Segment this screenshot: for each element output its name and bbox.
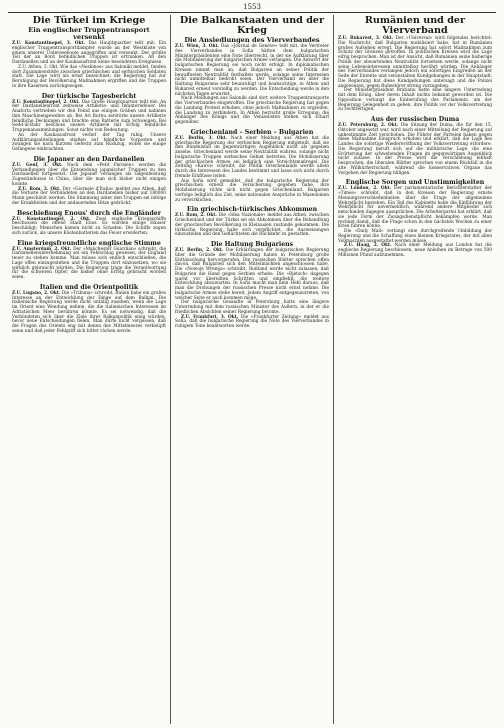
section-heading: Die Japaner an den Dardanellen xyxy=(33,155,145,163)
article-paragraph xyxy=(338,37,492,89)
paragraph-text: Das Große Hauptquartier teilt mit: An der Dardanellenfront zeitweise Artillerie- und Infanteriefeuer. Bei Anaforta vertrieben wir den Feind aus einigen Gräben und nahmen ihm Maschinengewehre ab. Bei Ari Burnu zerstörte unsere Artillerie feindliche Deckungen und brachte eine Batterie zum Schweigen. Bei Sedd-ül-Bahr beschoss unsere Artillerie mit Erfolg feindliche Truppenansammlungen. Sonst nichts von Bedeutung. xyxy=(12,99,166,133)
dateline: Z.U. Haag, 2. Okt. xyxy=(344,243,392,249)
article-paragraph xyxy=(12,134,166,153)
page-number: 1553 xyxy=(243,3,261,11)
paragraph-text: Der Ministerpräsident Bratianu hatte eine längere Unterredung mit dem König, über deren Inhalt nichts bekannt geworden ist. Die Opposition verlangt die Einberufung des Parlaments, um der Regierung Gelegenheit zu geben, ihre Politik vor der Volksvertretung zu rechtfertigen. xyxy=(338,88,492,113)
section-heading: Aus der russischen Duma xyxy=(370,116,460,123)
article-subheadline: Ein englischer Truppentransport versenkt xyxy=(28,26,150,41)
paragraph-text: Das Hauptquartier teilt mit: Ein englischer Truppentransportdampfer wurde an der Westküste von einem unserer Unterseeboote angegriffen und versenkt. Der größte Teil der an Bord befindlichen Truppen ist ertrunken. An den Dardanellen und an der Kaukasusfront keine besonderen Ereignisse. xyxy=(12,41,166,65)
column-middle xyxy=(170,15,333,724)
paragraph-text: Die Erklärungen der bulgarischen Regierung über die Gründe der Mobilisierung haben in Petersburg große Enttäuschung hervorgerufen. Die russischen Blätter sprechen offen davon, daß Bulgarien sich den Mittelmächten angeschlossen habe. Die »Nowoje Wremja« schreibt, Rußland werde nicht zulassen, daß Bulgarien die Hand gegen Serbien erhebe. Die »Rjetsch« dagegen warnt vor übereilten Schritten und empfiehlt, die weitere Entwicklung abzuwarten. In Sofia macht man kein Hehl daraus, daß man die Drohungen der russischen Presse nicht ernst nehme. Die bulgarische Armee stehe bereit, jedem Angriff entgegenzutreten, von welcher Seite er auch kommen möge. xyxy=(175,248,329,301)
column-left xyxy=(8,15,170,724)
columns xyxy=(8,15,496,724)
article-paragraph xyxy=(175,45,329,97)
dateline: Z.U. Konstantinopel, 2. Okt. xyxy=(12,216,91,222)
section-heading: Griechenland – Serbien – Bulgarien xyxy=(190,128,314,136)
paragraph-text: Die »Frankfurter Zeitung« meldet aus Sofia, daß die bulgarische Regierung die Note des Vierverbandes in ruhigem Tone beantworten werde. xyxy=(175,314,330,329)
article-paragraph xyxy=(338,124,492,176)
article-paragraph xyxy=(12,218,166,237)
paragraph-text: Nach dem »Petit Parisien« werden die Verhandlungen über die Entsendung japanischer Truppen zu den Dardanellen fortgesetzt. Die Japaner verlangen als Gegenleistung Zugeständnisse in China, über die man sich bisher nicht einigen konnte. xyxy=(12,162,166,187)
article-headline: Rumänien und der Vierverband xyxy=(364,15,466,36)
dateline: Z.U. Berlin, 2. Okt. xyxy=(175,248,224,253)
dateline: Z.U. Amsterdam, 2. Okt. xyxy=(12,246,72,252)
article-paragraph xyxy=(12,42,166,66)
section-heading: Ein griechisch-türkisches Abkommen xyxy=(186,206,318,214)
paragraph-text: Das »Journal de Genève« teilt mit, die Vertreter des Vierverbandes in Sofia hätten dem bulgarischen Ministerpräsidenten eine Note überreicht, in der sie Aufklärung über die Mobilisierung der bulgarischen Armee verlangen. Die Antwort der bulgarischen Regierung sei noch nicht erfolgt. In diplomatischen Kreisen nimmt man an, daß Bulgarien an seiner Politik der bewaffneten Neutralität festhalten werde, solange seine Interessen nicht unmittelbar bedroht seien. Der Vierverband sei über die Haltung Bulgariens sehr beunruhigt und beabsichtige, in Athen und Bukarest erneut vorstellig zu werden. Die Entscheidung werde in den nächsten Tagen erwartet. xyxy=(175,44,329,97)
paragraph-text: Der bulgarische Gesandte in Petersburg hatte eine längere Unterredung mit dem russischen Minister des Äußern, in der er die friedlichen Absichten seiner Regierung betonte. xyxy=(175,300,329,315)
paragraph-text: Z.U. Athen, 3. Okt. Wie das »Neskinos« aus Saloniki meldet, fanden dort Zusammenstöße zwischen griechischen und serbischen Soldaten statt. Die Lage wird als ernst bezeichnet; die Regierung hat zur Beruhigung der Bevölkerung Maßnahmen ergriffen und die Truppen in ihre Kasernen zurückgezogen. xyxy=(12,64,166,89)
dateline: Z.U. Konstantinopel, 3. Okt. xyxy=(12,41,85,46)
paragraph-text: Aus Sofia wird gemeldet, daß die bulgarische Regierung der griechischen erneut die Versicherung gegeben habe, ihre Mobilisierung richte sich nicht gegen Griechenland. Bulgarien verfolge lediglich das Ziel, seine nationalen Ansprüche in Mazedonien zu verwirklichen. xyxy=(175,178,329,203)
paragraph-text: Die »Idea Nazionale« meldet aus Athen, zwischen Griechenland und der Türkei sei ein Abkommen über die Behandlung der griechischen Bevölkerung in Kleinasien zustande gekommen. Die türkische Regierung habe sich verpflichtet, die Ausweisungen einzustellen und den Geflüchteten die Rückkehr zu gestatten. xyxy=(175,213,329,238)
article-paragraph xyxy=(175,214,329,238)
article-paragraph xyxy=(175,316,329,330)
article-paragraph xyxy=(175,249,329,301)
article-paragraph xyxy=(338,244,492,258)
paragraph-text: Der »Giornale d'Italia« meldet aus Athen, daß die Verluste der Verbündeten an den Dardanellen bisher auf 180000 Mann geschätzt werden. Die Stimmung unter den Truppen sei infolge der Krankheiten und der andauernden Hitze gedrückt. xyxy=(12,186,166,206)
article-paragraph xyxy=(12,292,166,335)
paragraph-text: Zwei englische Kriegsschiffe beschossen die offene Stadt Enos. Es wurden einige Häuser beschädigt; Menschen kamen nicht zu Schaden. Die Schiffe zogen sich zurück, als unsere Küstenbatterien das Feuer erwiderten. xyxy=(12,216,166,236)
section-heading: Italien und die Orientpolitik xyxy=(39,283,139,291)
dateline: Z.U. Frankfurt, 3. Okt. xyxy=(181,314,239,320)
article-paragraph xyxy=(338,187,492,230)
dateline: Z.U. Rom, 2. Okt. xyxy=(175,213,217,219)
article-headline: Die Balkanstaaten und der Krieg xyxy=(179,15,325,36)
article-paragraph xyxy=(12,188,166,207)
dateline: Z.U. Genf, 3. Okt. xyxy=(12,162,63,168)
dateline: Z.U. Berlin, 3. Okt. xyxy=(175,135,228,141)
section-heading: Eine kriegsfreundliche englische Stimme xyxy=(17,239,161,247)
article-paragraph xyxy=(12,248,166,281)
article-paragraph xyxy=(12,164,166,188)
paragraph-text: Nach Meldungen aus Saloniki sind dort weitere Truppentransporte des Vierverbandes eingetroffen. Die griechische Regierung hat gegen die Landung Protest erhoben, ohne jedoch Maßnahmen zu ergreifen, die Landung zu verhindern. In Athen herrscht große Erregung; die Anhänger des Königs und die Venizelisten stehen sich scharf gegenüber. xyxy=(175,96,329,125)
section-heading: Englische Sorgen und Unstimmigkeiten xyxy=(345,179,485,187)
article-paragraph xyxy=(338,230,492,244)
paragraph-text: Die »Daily Mail« verlangt eine durchgreifende Umbildung der Regierung und die Schaffung eines kleinen Kriegsrates, der mit allen Vollmachten ausgestattet werden müsse. xyxy=(338,229,492,244)
paragraph-text: Die »Tribuna« schreibt, Italien habe ein großes Interesse an der Entwicklung der Dinge auf dem Balkan. Die italienische Regierung werde nicht untätig zusehen, wenn die Lage im Orient eine Wendung nehme, die die italienischen Interessen im Adriatischen Meer berühren könnte. Es sei notwendig, daß die Verbündeten sich über die Ziele ihrer Balkanpolitik einig würden, bevor neue Entscheidungen fielen. Man dürfe nicht vergessen, daß die Fragen des Orients eng mit denen des Mittelmeeres verknüpft seien und daß jeder Fehlgriff sich bitter rächen werde. xyxy=(12,290,167,334)
paragraph-text: Der parlamentarische Berichterstatter der »Times« schreibt, daß in den Kreisen der Regierung ernste Meinungsverschiedenheiten über die Frage der allgemeinen Wehrpflicht bestehen. Ein Teil des Kabinetts halte die Einführung der Wehrpflicht für unvermeidlich, während andere Mitglieder sich entschieden dagegen aussprächen. Die Arbeiterpartei hat erklärt, daß sie jede Form der Zwangsdienstpflicht bekämpfen werde. Man rechnet damit, daß die Frage schon in den nächsten Wochen zu einer Krise führen könne. xyxy=(338,186,492,230)
paragraph-text: Der »Manchester Guardian« schreibt, die Dardanellenunternehmung sei ein Fehlschlag gewesen, der England teuer zu stehen komme. Man müsse sich endlich entschließen, die Lage offen einzugestehen und die Truppen dort einzusetzen, wo sie wirklich gebraucht würden. Die Regierung trage die Verantwortung für die schweren Opfer, die bisher ohne Erfolg gebracht worden seien. xyxy=(12,246,166,280)
paragraph-text: Die Sitzung der Duma, die für den 15. Oktober angesetzt war, wird nach einer Mitteilung der Regierung auf unbestimmte Zeit verschoben. Die Führer der Parteien haben gegen diese Maßnahme Einspruch erhoben und erklärt, daß die Lage des Landes die sofortige Wiedereröffnung der Volksvertretung erfordere. Die Regierung beruft sich auf die militärische Lage, die eine Erörterung der schwebenden Fragen im gegenwärtigen Augenblick nicht zulasse. In der Presse wird die Verschiebung lebhaft besprochen; die liberalen Blätter sprechen von einem Rückfall in die alte Willkürherrschaft, während die konservativen Organe das Vorgehen der Regierung billigen. xyxy=(338,123,492,176)
section-heading: Der türkische Tagesbericht xyxy=(41,92,137,100)
article-paragraph xyxy=(12,101,166,134)
dateline: Z.U. Rom, 2. Okt. xyxy=(18,186,61,192)
section-heading: Die Haltung Bulgariens xyxy=(210,241,294,248)
article-headline: Die Türkei im Kriege xyxy=(32,15,146,26)
dateline: Z.U. Wien, 3. Okt. xyxy=(175,44,219,49)
column-right xyxy=(333,15,496,724)
dateline: Z.U. Lugano, 2. Okt. xyxy=(12,290,61,296)
paragraph-text: Nach einer Meldung aus London hat die englische Regierung beschlossen, neue Anleihen im Betrage von 500 Millionen Pfund aufzunehmen. xyxy=(338,243,492,258)
article-paragraph xyxy=(338,89,492,113)
dateline: Z.U. London, 2. Okt. xyxy=(338,186,392,192)
paragraph-text: Der »Universul« wird folgendes berichtet: Die Nachricht, daß Bulgarien mobilisiert habe, hat in Rumänien großes Aufsehen erregt. Die Regierung hat sofort Maßnahmen zum Schutz der Grenzen getroffen. In politischen Kreisen wird die Lage eifrig besprochen. Man ist der Ansicht, daß Rumänien seine bisherige Politik der abwartenden Neutralität fortsetzen werde, solange nicht seine Lebensinteressen unmittelbar berührt würden. Die Anhänger des Vierverbandes verlangen jedoch ein sofortiges Eingreifen an der Seite der Entente und veranstalten Kundgebungen in der Hauptstadt. Die Regierung hat diese Kundgebungen untersagt und die Polizei angewiesen, gegen Ruhestörer streng vorzugehen. xyxy=(338,36,492,89)
article-paragraph xyxy=(175,180,329,204)
dateline: Z.U. Konstantinopel, 2. Okt. xyxy=(12,99,80,105)
dateline: Z.U. Petersburg, 2. Okt. xyxy=(338,123,399,128)
paragraph-text: An der Kaukasusfront verlief der Tag ruhig. Unsere Aufklärungsabteilungen stießen auf feindliche Vorposten und zwangen sie nach kurzem Gefecht zum Rückzug, wobei sie einige Gefangene einbrachten. xyxy=(12,132,166,152)
header-rule xyxy=(8,12,496,13)
section-heading: Beschießung Enous' durch die Engländer xyxy=(17,209,161,217)
dateline: Z.U. Bukarest, 3. Okt. xyxy=(338,36,394,41)
paragraph-text: Nach einer Meldung aus Athen hat die griechische Regierung der serbischen Regierung mitgeteilt, daß sie den Bündnisfall im gegenwärtigen Augenblick nicht als gegeben ansehe. Griechenland werde seine Neutralität wahren, solange nicht bulgarische Truppen serbisches Gebiet betreten. Die Mobilisierung der griechischen Armee sei lediglich eine Vorsichtsmaßregel. Die Zeitung »Kairoi« schreibt, die Politik Griechenlands werde allein durch die Interessen des Landes bestimmt und lasse sich nicht durch fremde Einflüsse leiten. xyxy=(175,135,329,179)
article-paragraph xyxy=(175,301,329,315)
article-paragraph xyxy=(175,137,329,180)
article-paragraph xyxy=(12,66,166,90)
article-subheadline: Die Ansiedlungen des Vierverbandes xyxy=(184,36,320,44)
article-paragraph xyxy=(175,97,329,126)
